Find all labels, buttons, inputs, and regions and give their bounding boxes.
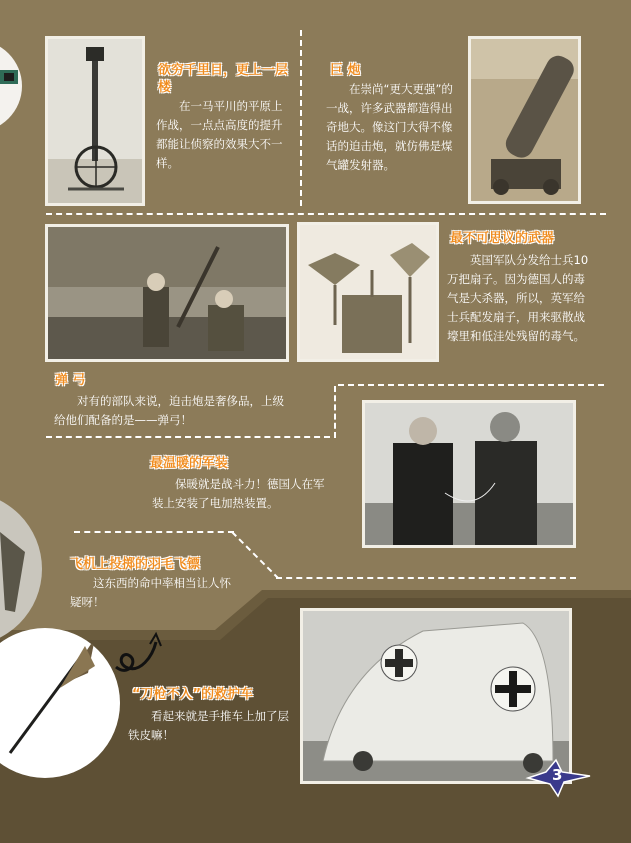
page-number-badge (524, 758, 594, 798)
telescope-tower-photo (45, 36, 145, 206)
feather-dart-body: 这东西的命中率相当让人怀疑呀！ (70, 576, 231, 609)
divider-horizontal-4 (74, 531, 234, 533)
slingshot-soldiers-photo (45, 224, 289, 362)
divider-vertical-mid (334, 386, 336, 438)
telescope-title: 欲穷千里目，更上一层楼 (158, 63, 289, 95)
curly-arrow-icon (108, 622, 168, 682)
fan-weapon-title: 最不可思议的武器 (450, 231, 555, 246)
big-mortar-photo (468, 36, 581, 204)
slingshot-title: 弹 弓 (55, 373, 86, 388)
feather-dart-title: 飞机上投掷的羽毛飞镖 (70, 557, 201, 572)
divider-horizontal-5 (276, 577, 576, 579)
telescope-body: 在一马平川的平原上作战，一点点高度的提升都能让侦察的效果大不一样。 (156, 99, 283, 170)
big-gun-title: 巨 炮 (330, 63, 361, 78)
warm-uniform-body: 保暖就是战斗力！德国人在军装上安装了电加热装置。 (152, 477, 325, 510)
gas-fans-photo (297, 222, 439, 362)
ambulance-title: “刀枪不入”的救护车 (132, 687, 254, 702)
fan-weapon-body: 英国军队分发给士兵10万把扇子。因为德国人的毒气是大杀器，所以，英军给士兵配发扇子，用来驱散战壕里和低洼处残留的毒气。 (447, 253, 589, 343)
divider-vertical-top (300, 30, 302, 206)
warm-uniform-title: 最温暖的军装 (150, 456, 229, 471)
ambulance-body: 看起来就是手推车上加了层铁皮嘛！ (128, 709, 289, 742)
slingshot-body: 对有的部队来说，迫击炮是奢侈品，上级给他们配备的是——弹弓！ (54, 394, 284, 427)
divider-horizontal-3 (338, 384, 604, 386)
big-gun-body: 在崇尚“更大更强”的一战，许多武器都造得出奇地大。像这门大得不像话的迫击炮，就仿佛是煤气罐发射器。 (326, 82, 453, 172)
divider-horizontal-1 (46, 213, 606, 215)
divider-horizontal-2 (46, 436, 330, 438)
page-number: 3 (552, 766, 563, 784)
heated-uniform-photo (362, 400, 576, 548)
